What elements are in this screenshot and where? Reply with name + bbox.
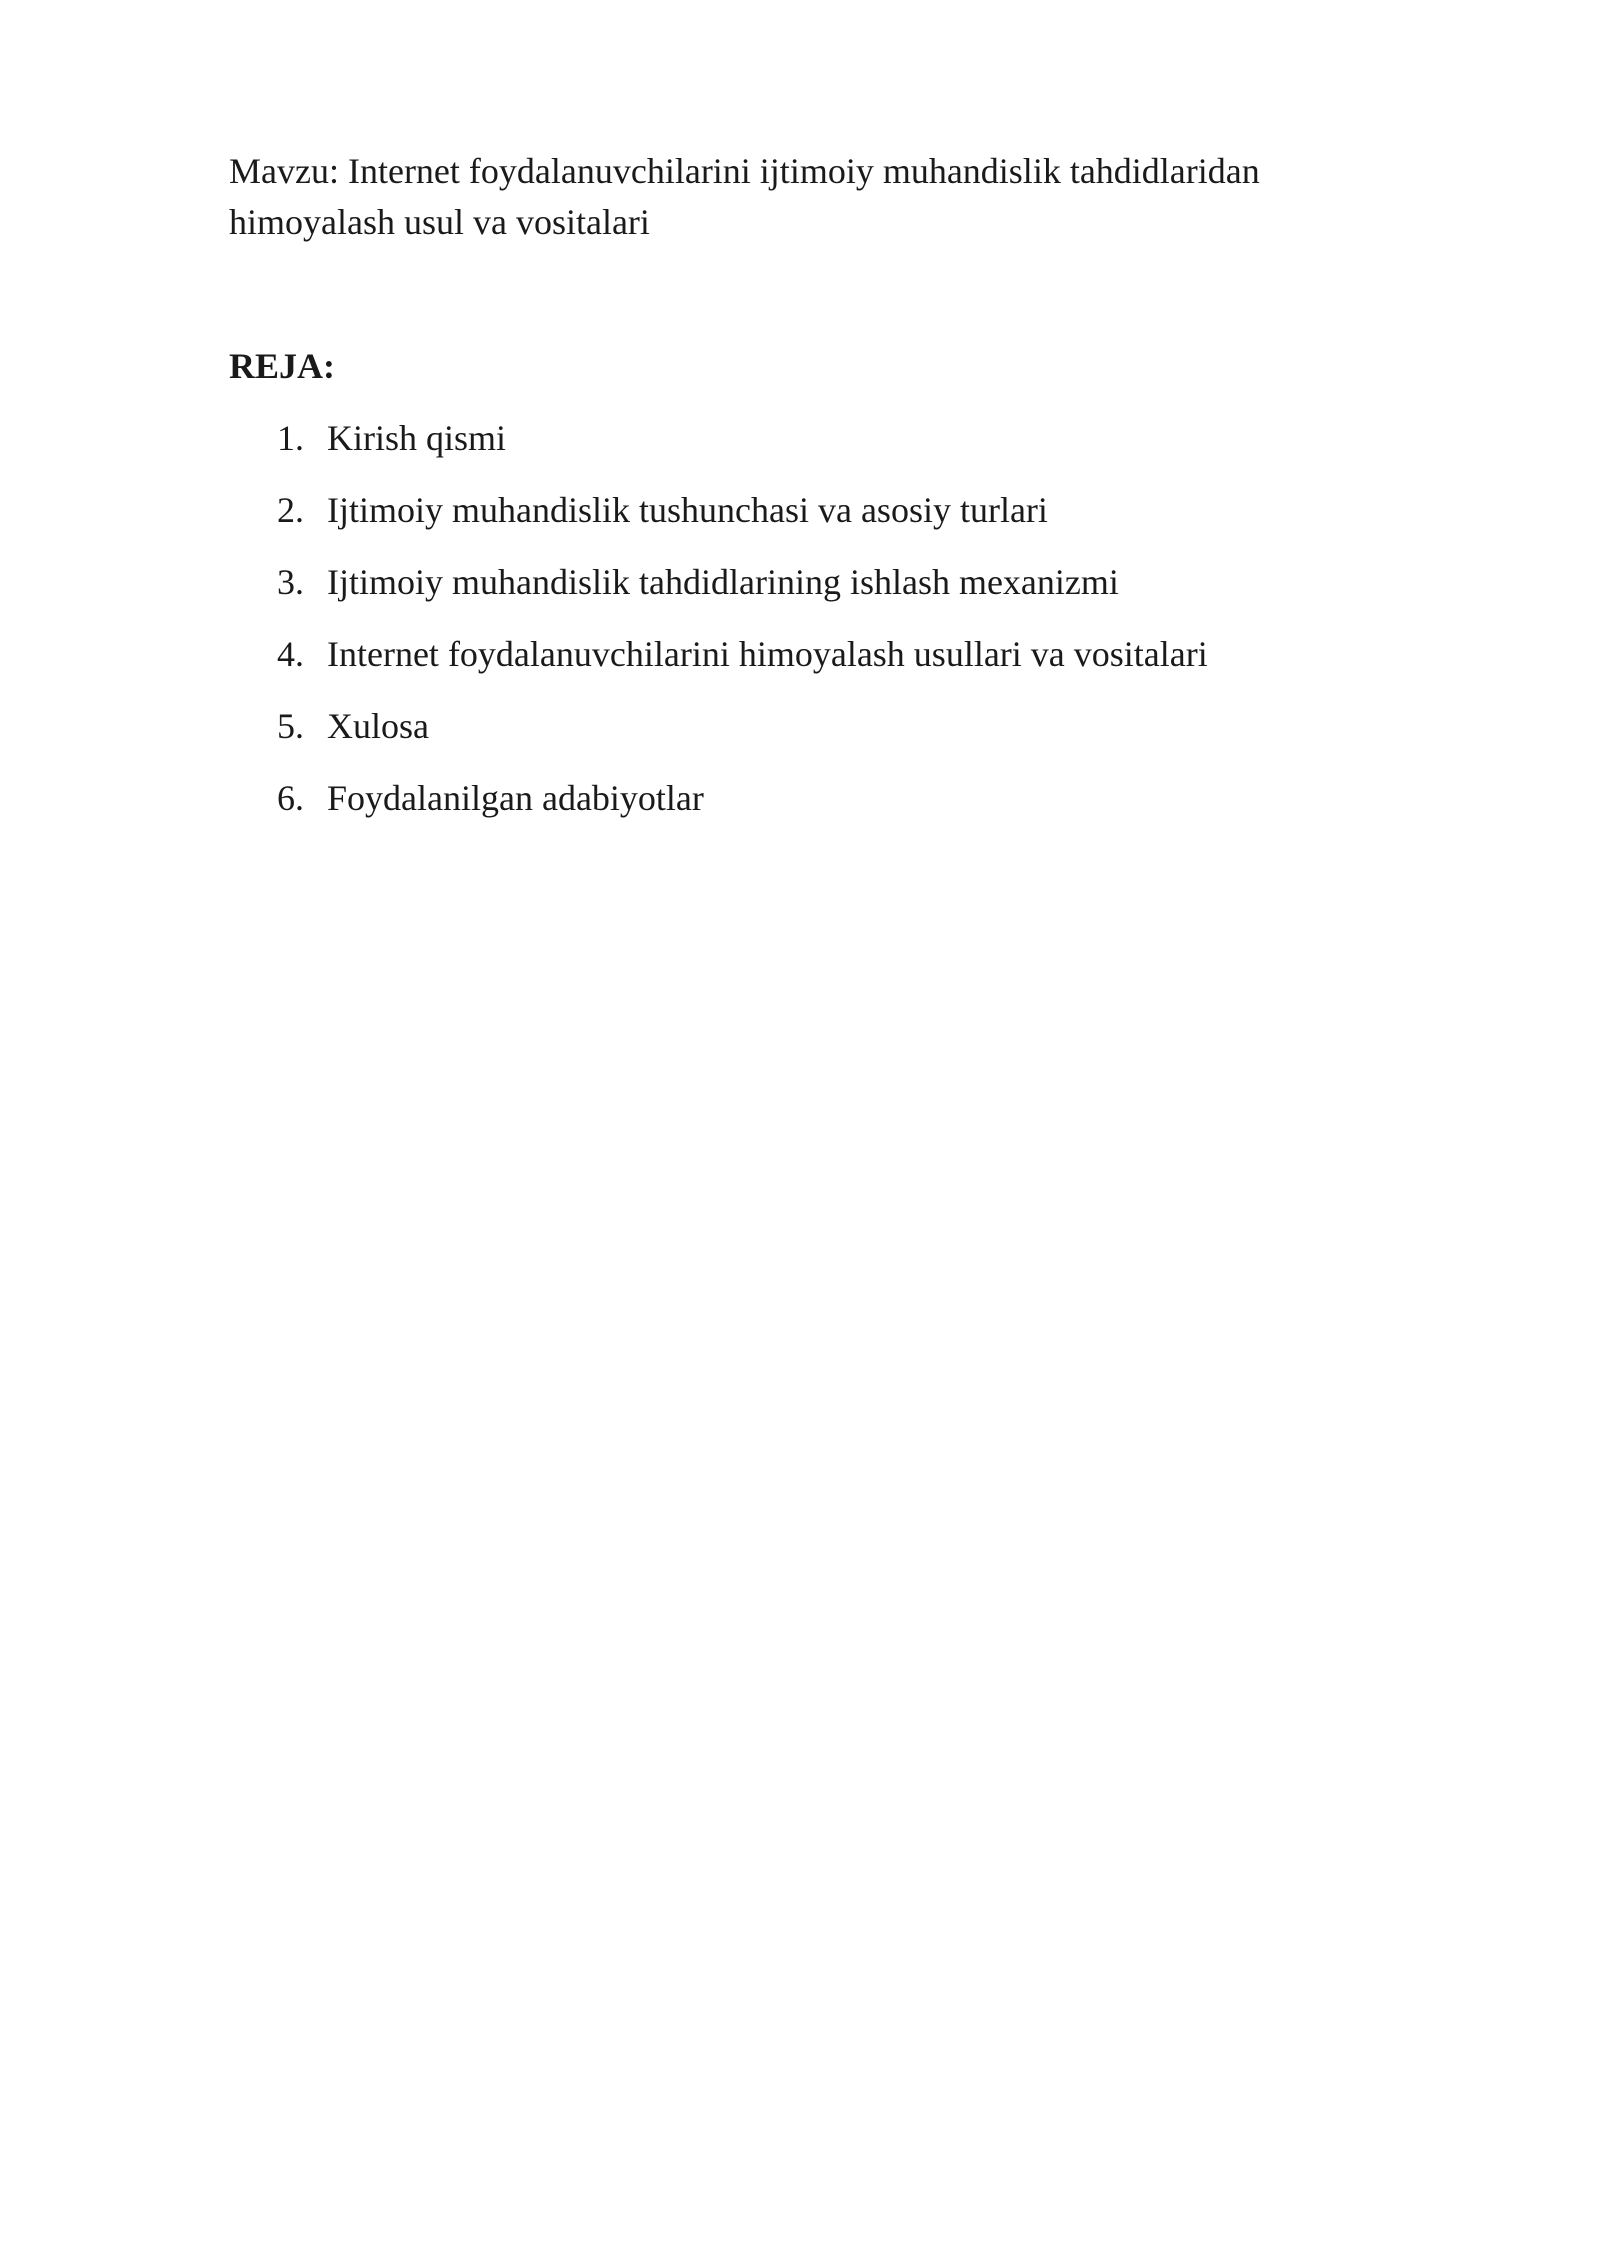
plan-item-text: Xulosa [327, 706, 429, 746]
plan-item-text: Ijtimoiy muhandislik tahdidlarining ishlash mexanizmi [327, 562, 1119, 602]
plan-item-number: 1. [277, 418, 304, 458]
plan-item-text: Internet foydalanuvchilarini himoyalash usullari va vositalari [327, 634, 1208, 674]
plan-item-text: Foydalanilgan adabiyotlar [327, 778, 704, 818]
plan-heading: REJA: [229, 346, 335, 386]
plan-item-text: Kirish qismi [327, 418, 507, 458]
plan-item-number: 3. [277, 562, 304, 602]
plan-item-number: 4. [277, 634, 304, 674]
document-topic: Mavzu: Internet foydalanuvchilarini ijtimoiy muhandislik tahdidlaridan himoyalash usul va vositalari [229, 151, 1260, 242]
plan-item-number: 2. [277, 490, 304, 530]
plan-item-number: 6. [277, 778, 304, 818]
plan-item-number: 5. [277, 706, 304, 746]
plan-item-text: Ijtimoiy muhandislik tushunchasi va asosiy turlari [327, 490, 1048, 530]
